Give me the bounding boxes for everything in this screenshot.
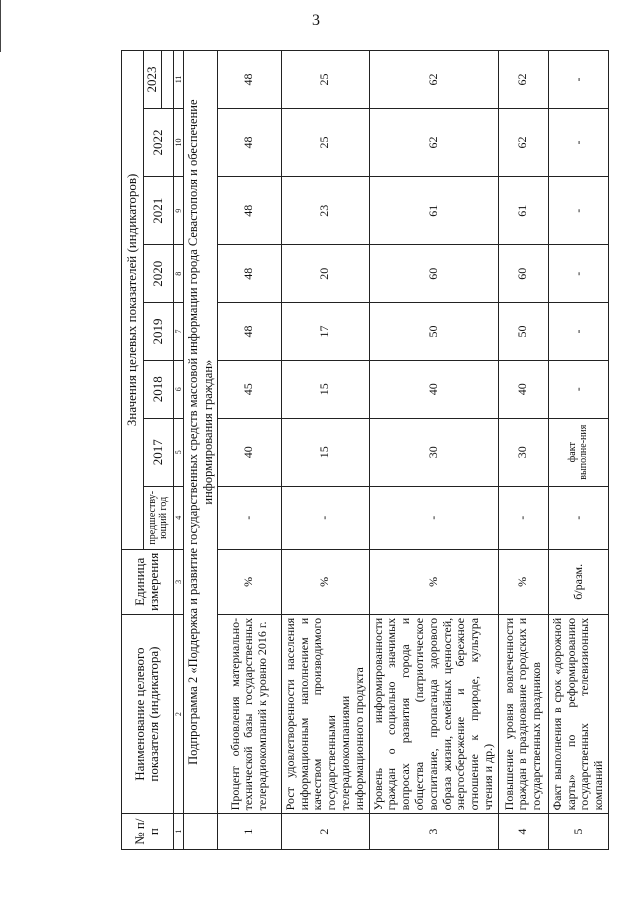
indicator-value: 62 [498, 51, 548, 109]
indicator-value: 40 [369, 360, 498, 418]
header-year-2018: 2018 [144, 360, 174, 418]
indicator-value: - [548, 177, 608, 245]
header-num: № п/п [122, 814, 174, 850]
indicator-value: - [548, 51, 608, 109]
table-row [548, 51, 608, 850]
header-values: Значения целевых показателей (индикаторов) [122, 51, 144, 550]
header-year-2019: 2019 [144, 303, 174, 361]
indicator-value: 48 [217, 108, 281, 176]
indicator-unit: % [281, 549, 369, 614]
col-number: 9 [173, 177, 183, 245]
indicator-value: 50 [369, 303, 498, 361]
row-num: 2 [281, 814, 369, 850]
col-number: 6 [173, 360, 183, 418]
subprogram-row [184, 51, 218, 850]
row-num: 4 [498, 814, 548, 850]
table-row [498, 51, 548, 850]
rotated-table-wrapper [121, 50, 606, 850]
indicator-name: Факт выполнения в срок «дорожной карты» по реформированию государственных телевизионных компаний [548, 614, 608, 813]
indicator-value: 62 [369, 108, 498, 176]
header-year-2022: 2022 [144, 108, 174, 176]
indicator-value: 60 [498, 245, 548, 303]
indicator-name: Процент обновления материально-технической базы государственных телерадиокомпаний к уровню 2016 г. [217, 614, 281, 813]
subprogram-spacer [184, 814, 218, 850]
indicator-value: 48 [217, 177, 281, 245]
indicator-value: 23 [281, 177, 369, 245]
indicator-value: 62 [369, 51, 498, 109]
col-number: 7 [173, 303, 183, 361]
indicator-value: 45 [217, 360, 281, 418]
table-row [281, 51, 369, 850]
indicator-value: 20 [281, 245, 369, 303]
margin-rule [0, 0, 1, 52]
subprogram-title: Подпрограмма 2 «Поддержка и развитие государственных средств массовой информации города Севастополя и обеспечение информирования граждан» [184, 51, 218, 814]
indicator-value: 25 [281, 108, 369, 176]
indicator-value: 40 [217, 418, 281, 486]
indicator-name: Повышение уровня вовлеченности граждан в празднование городских и государственных праздников [498, 614, 548, 813]
indicator-value: 15 [281, 360, 369, 418]
indicator-unit: б/разм. [548, 549, 608, 614]
indicator-value: 62 [498, 108, 548, 176]
indicator-value: 61 [369, 177, 498, 245]
col-number: 8 [173, 245, 183, 303]
indicator-value: 30 [498, 418, 548, 486]
header-year-2021: 2021 [144, 177, 174, 245]
indicator-value: 48 [217, 245, 281, 303]
header-spacer [161, 51, 173, 109]
col-number: 1 [173, 814, 183, 850]
header-unit: Единица измерения [122, 549, 174, 614]
indicator-value: 48 [217, 51, 281, 109]
indicator-value: - [548, 360, 608, 418]
indicator-value: 17 [281, 303, 369, 361]
page-number: 3 [312, 12, 320, 29]
indicator-value: 61 [498, 177, 548, 245]
indicator-prev: - [369, 486, 498, 549]
indicator-value: 50 [498, 303, 548, 361]
header-prev-year: предшеству-ющий год [144, 486, 174, 549]
indicator-prev: - [281, 486, 369, 549]
indicator-value: 48 [217, 303, 281, 361]
header-year-2017: 2017 [144, 418, 174, 486]
indicator-value: 15 [281, 418, 369, 486]
indicator-value: факт выполне-ния [548, 418, 608, 486]
indicator-unit: % [217, 549, 281, 614]
col-number: 2 [173, 614, 183, 813]
header-year-2023: 2023 [144, 51, 162, 109]
indicator-value: 40 [498, 360, 548, 418]
column-number-row [173, 51, 183, 850]
indicator-value: - [548, 303, 608, 361]
header-name: Наименование целевого показателя (индикатора) [122, 614, 174, 813]
col-number: 3 [173, 549, 183, 614]
indicator-name: Рост удовлетворенности населения информационным наполнением и качеством производимого государственными телерадиокомпаниями информационного продукта [281, 614, 369, 813]
indicator-value: 30 [369, 418, 498, 486]
indicator-prev: - [548, 486, 608, 549]
indicator-value: 60 [369, 245, 498, 303]
header-year-2020: 2020 [144, 245, 174, 303]
row-num: 1 [217, 814, 281, 850]
table-row [217, 51, 281, 850]
col-number: 4 [173, 486, 183, 549]
indicator-unit: % [369, 549, 498, 614]
indicators-table [121, 50, 609, 850]
indicator-value: - [548, 245, 608, 303]
indicator-unit: % [498, 549, 548, 614]
indicator-prev: - [217, 486, 281, 549]
col-number: 5 [173, 418, 183, 486]
indicator-value: 25 [281, 51, 369, 109]
indicator-prev: - [498, 486, 548, 549]
indicator-name: Уровень информированности граждан о социально значимых вопросах развития города и общества (патриотическое воспитание, пропаганда здорового образа жизни, семейных ценностей, энергосбережение и бережное отношение к природе, культура чтения и др.) [369, 614, 498, 813]
col-number: 10 [173, 108, 183, 176]
row-num: 5 [548, 814, 608, 850]
col-number: 11 [173, 51, 183, 109]
table-row [369, 51, 498, 850]
indicator-value: - [548, 108, 608, 176]
row-num: 3 [369, 814, 498, 850]
header-row-1 [122, 51, 144, 850]
